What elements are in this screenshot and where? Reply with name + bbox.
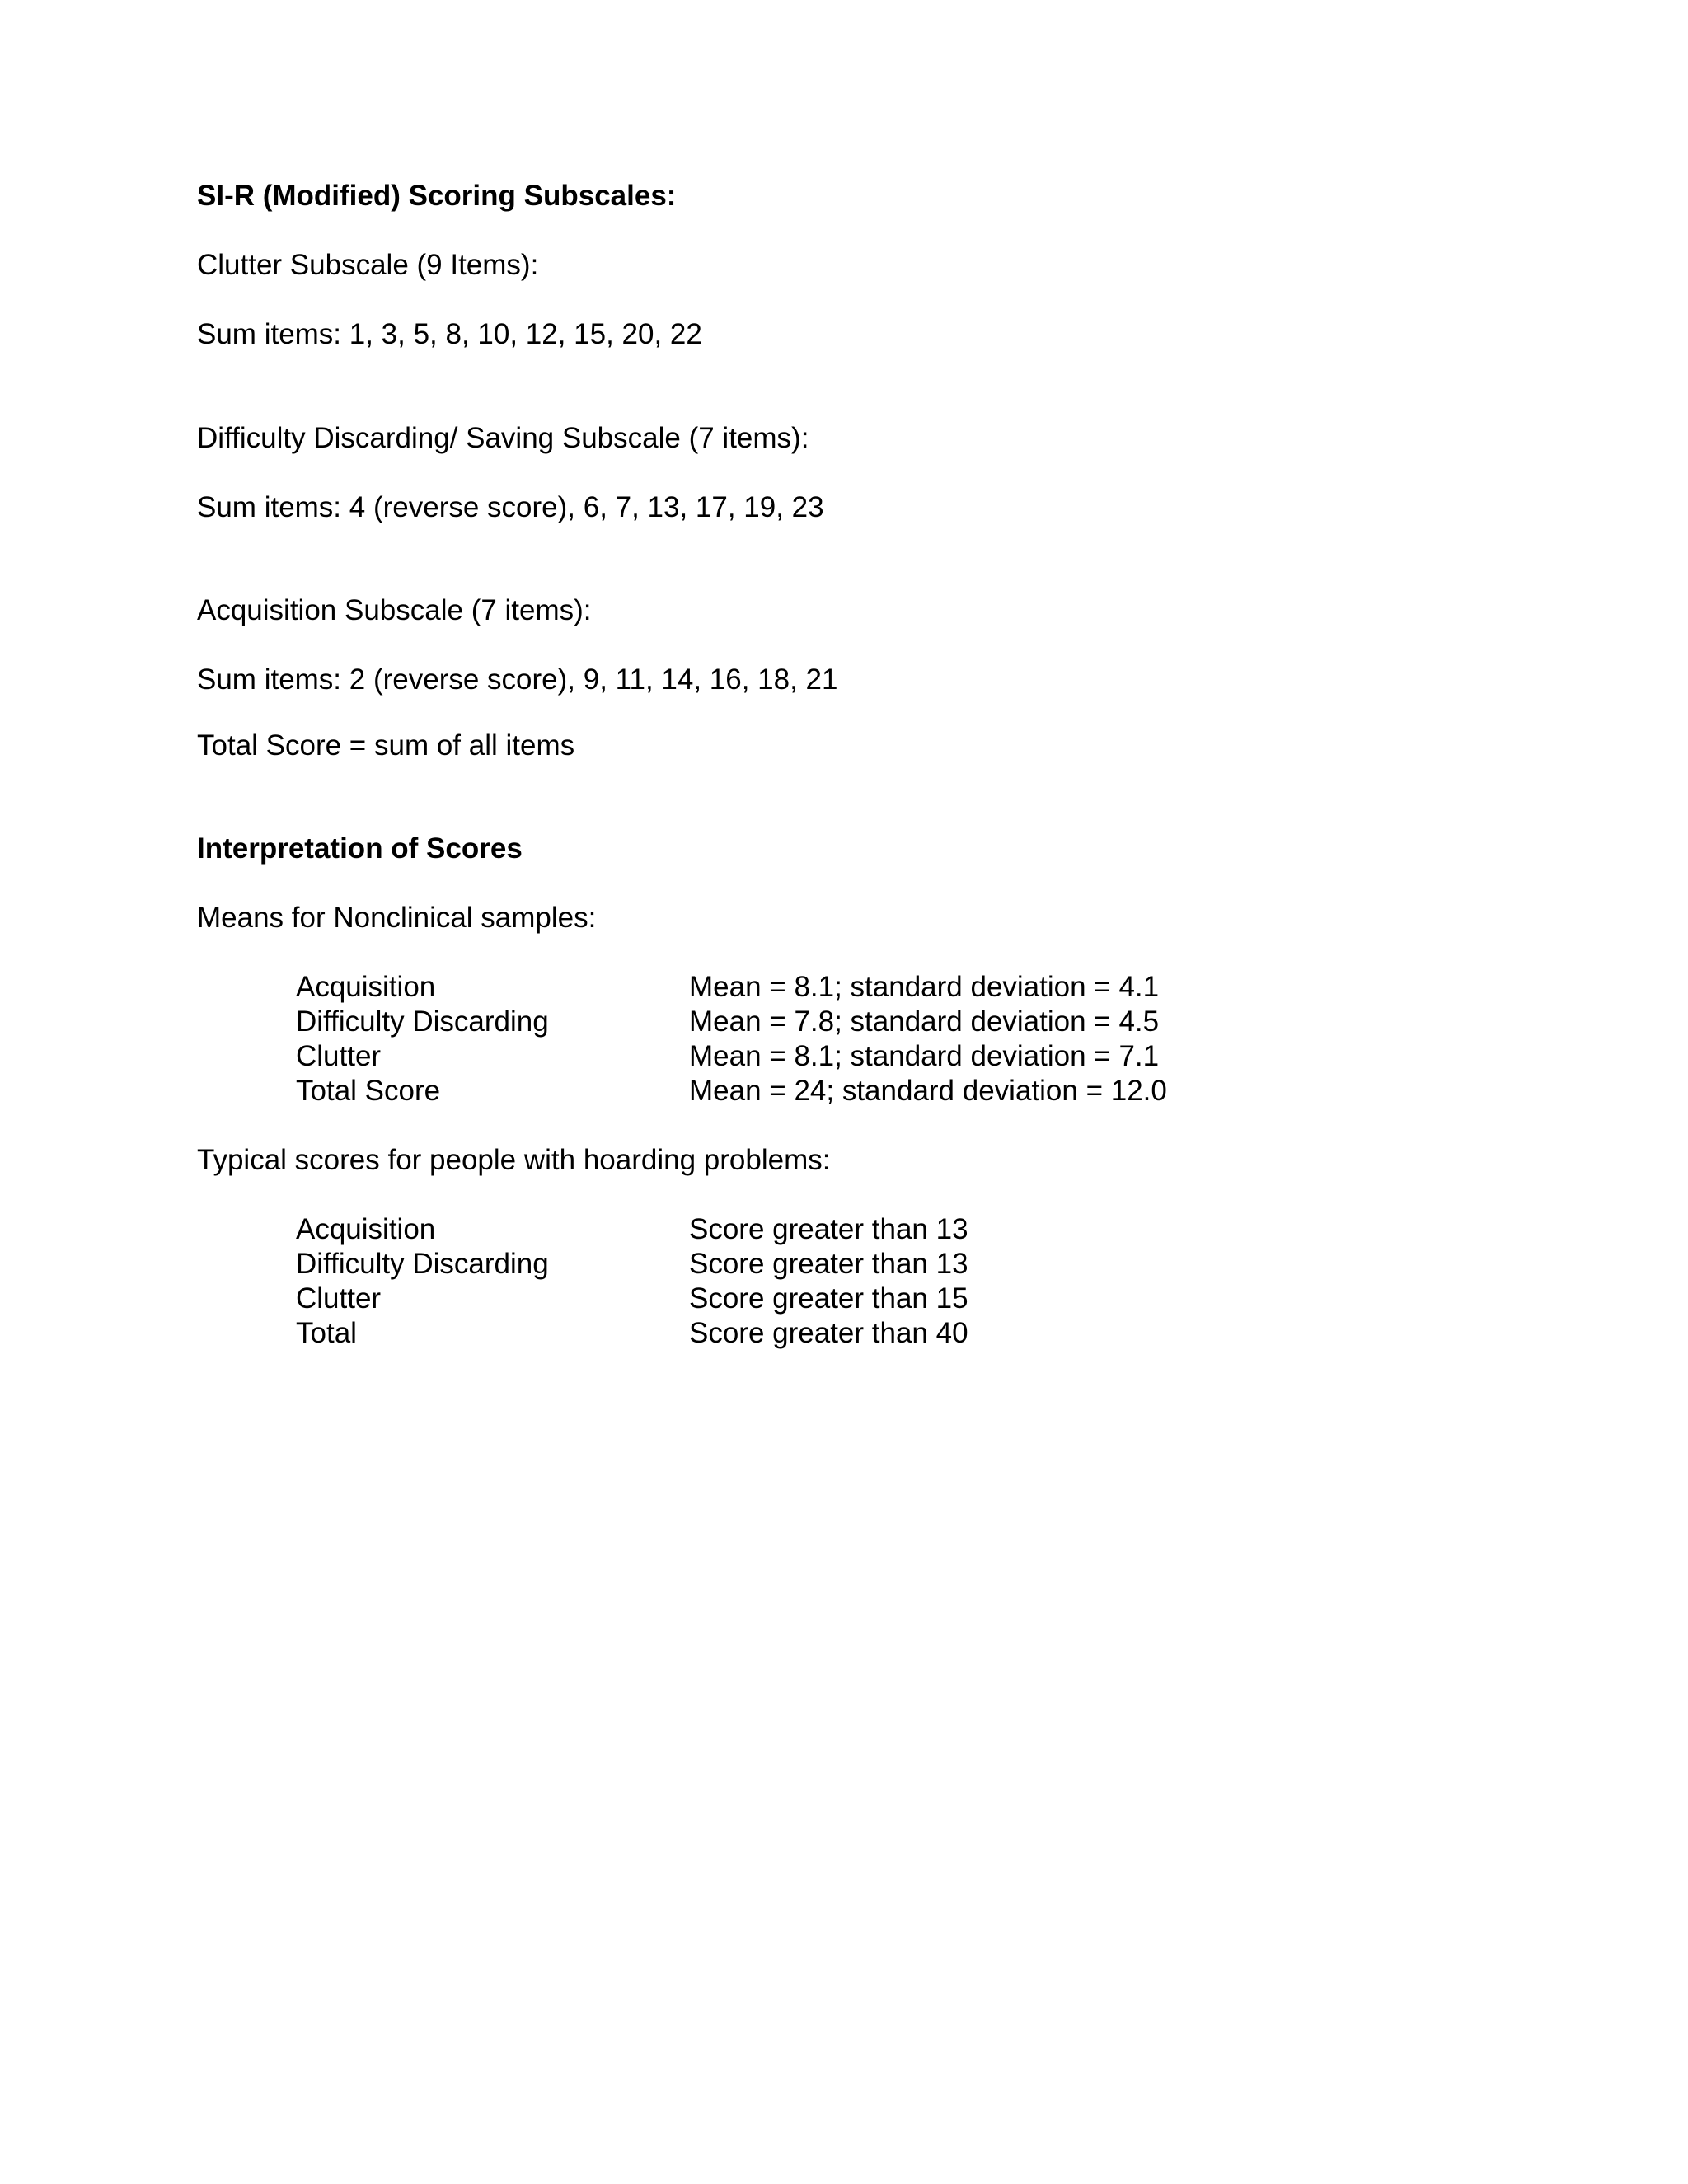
- interpretation-heading: Interpretation of Scores: [197, 832, 523, 865]
- total-score-definition: Total Score = sum of all items: [197, 729, 575, 762]
- row-label: Acquisition: [296, 1213, 436, 1245]
- clutter-subscale-sum: Sum items: 1, 3, 5, 8, 10, 12, 15, 20, 22: [197, 318, 702, 350]
- row-value: Mean = 7.8; standard deviation = 4.5: [689, 1005, 1160, 1038]
- row-value: Score greater than 13: [689, 1248, 968, 1280]
- row-value: Mean = 24; standard deviation = 12.0: [689, 1075, 1167, 1107]
- acquisition-subscale-title: Acquisition Subscale (7 items):: [197, 594, 592, 626]
- row-value: Score greater than 13: [689, 1213, 968, 1245]
- nonclinical-means-intro: Means for Nonclinical samples:: [197, 902, 597, 934]
- clutter-subscale-title: Clutter Subscale (9 Items):: [197, 249, 539, 281]
- row-label: Clutter: [296, 1282, 382, 1315]
- row-value: Mean = 8.1; standard deviation = 4.1: [689, 971, 1160, 1003]
- row-label: Difficulty Discarding: [296, 1248, 549, 1280]
- row-value: Mean = 8.1; standard deviation = 7.1: [689, 1040, 1160, 1072]
- difficulty-discarding-subscale-sum: Sum items: 4 (reverse score), 6, 7, 13, 17, 19, 23: [197, 491, 824, 523]
- row-value: Score greater than 40: [689, 1317, 968, 1349]
- acquisition-subscale-sum: Sum items: 2 (reverse score), 9, 11, 14, 16, 18, 21: [197, 663, 838, 696]
- hoarding-scores-intro: Typical scores for people with hoarding problems:: [197, 1144, 831, 1176]
- scoring-heading: SI-R (Modified) Scoring Subscales:: [197, 180, 677, 212]
- row-label: Acquisition: [296, 971, 436, 1003]
- row-label: Difficulty Discarding: [296, 1005, 549, 1038]
- row-label: Total: [296, 1317, 357, 1349]
- difficulty-discarding-subscale-title: Difficulty Discarding/ Saving Subscale (7 items):: [197, 422, 809, 454]
- row-value: Score greater than 15: [689, 1282, 968, 1315]
- row-label: Total Score: [296, 1075, 441, 1107]
- row-label: Clutter: [296, 1040, 382, 1072]
